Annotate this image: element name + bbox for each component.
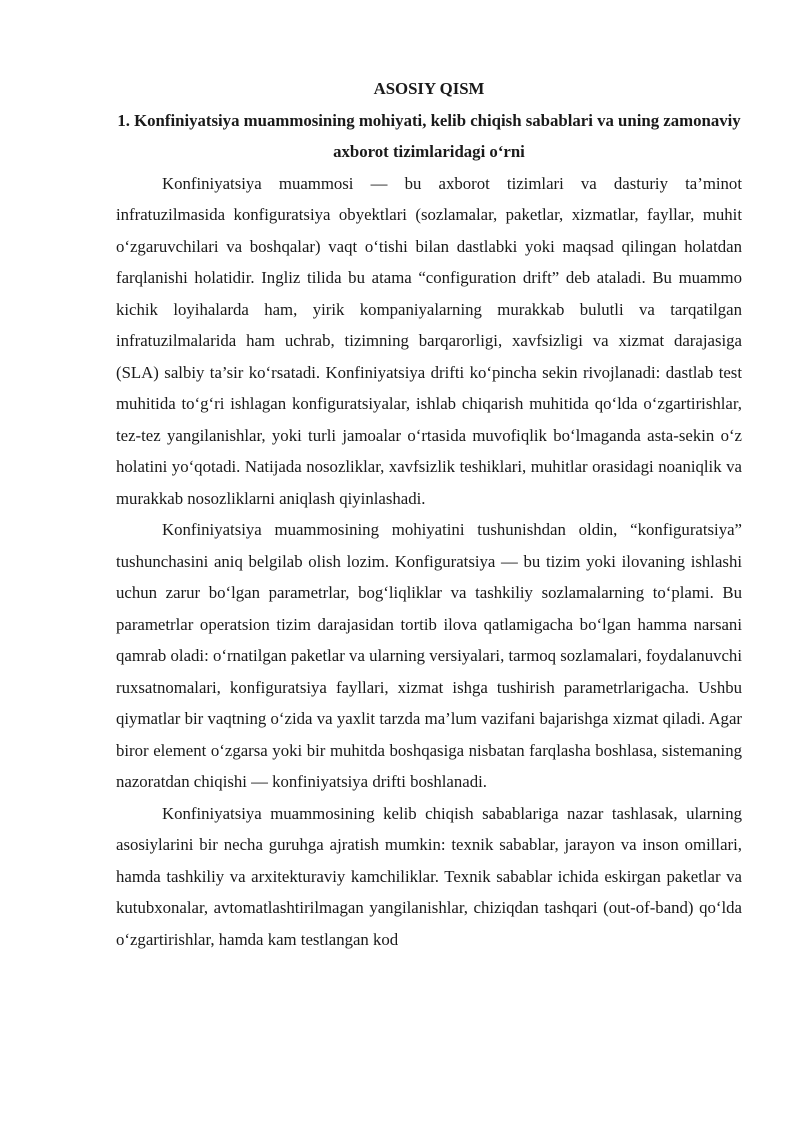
document-body bbox=[116, 73, 742, 955]
paragraph-definition: Konfiniyatsiya muammosi — bu axborot tizimlari va dasturiy ta’minot infratuzilmasida konfiguratsiya obyektlari (sozlamalar, paketlar, xizmatlar, fayllar, muhit o‘zgaruvchilari va boshqalar) vaqt o‘tishi bilan dastlabki yoki maqsad qilingan holatdan farqlanishi holatidir. Ingliz tilida bu atama “configuration drift” deb ataladi. Bu muammo kichik loyihalarda ham, yirik kompaniyalarning murakkab bulutli va tarqatilgan infratuzilmalarida ham uchrab, tizimning barqarorligi, xavfsizligi va xizmat darajasiga (SLA) salbiy ta’sir ko‘rsatadi. Konfiniyatsiya drifti ko‘pincha sekin rivojlanadi: dastlab test muhitida to‘g‘ri ishlagan konfiguratsiyalar, ishlab chiqarish muhitida qo‘lda o‘zgartirishlar, tez-tez yangilanishlar, yoki turli jamoalar o‘rtasida muvofiqlik bo‘lmaganda asta-sekin o‘z holatini yo‘qotadi. Natijada nosozliklar, xavfsizlik teshiklari, muhitlar orasidagi noaniqlik va murakkab nosozliklarni aniqlash qiyinlashadi. bbox=[116, 173, 742, 508]
section-heading: ASOSIY QISM bbox=[373, 79, 485, 98]
chapter-title: 1. Konfiniyatsiya muammosining mohiyati, kelib chiqish sabablari va uning zamonaviy axborot tizimlaridagi o‘rni bbox=[117, 110, 741, 161]
paragraph-causes: Konfiniyatsiya muammosining kelib chiqish sabablariga nazar tashlasak, ularning asosiylarini bir necha guruhga ajratish mumkin: texnik sabablar, jarayon va inson omillari, hamda tashkiliy va arxitekturaviy kamchiliklar. Texnik sabablar ichida eskirgan paketlar va kutubxonalar, avtomatlashtirilmagan yangilanishlar, chiziqdan tashqari (out-of-band) qo‘lda o‘zgartirishlar, hamda kam testlangan kod bbox=[116, 803, 742, 949]
paragraph-configuration: Konfiniyatsiya muammosining mohiyatini tushunishdan oldin, “konfiguratsiya” tushunchasini aniq belgilab olish lozim. Konfiguratsiya — bu tizim yoki ilovaning ishlashi uchun zarur bo‘lgan parametrlar, bog‘liqliklar va tashkiliy sozlamalarning to‘plami. Bu parametrlar operatsion tizim darajasidan tortib ilova qatlamigacha bo‘lgan hamma narsani qamrab oladi: o‘rnatilgan paketlar va ularning versiyalari, tarmoq sozlamalari, foydalanuvchi ruxsatnomalari, konfiguratsiya fayllari, xizmat ishga tushirish parametrlarigacha. Ushbu qiymatlar bir vaqtning o‘zida va yaxlit tarzda ma’lum vazifani bajarishga xizmat qiladi. Agar biror element o‘zgarsa yoki bir muhitda boshqasiga nisbatan farqlasha boshlasa, sistemaning nazoratdan chiqishi — konfiniyatsiya drifti boshlanadi. bbox=[116, 520, 742, 791]
